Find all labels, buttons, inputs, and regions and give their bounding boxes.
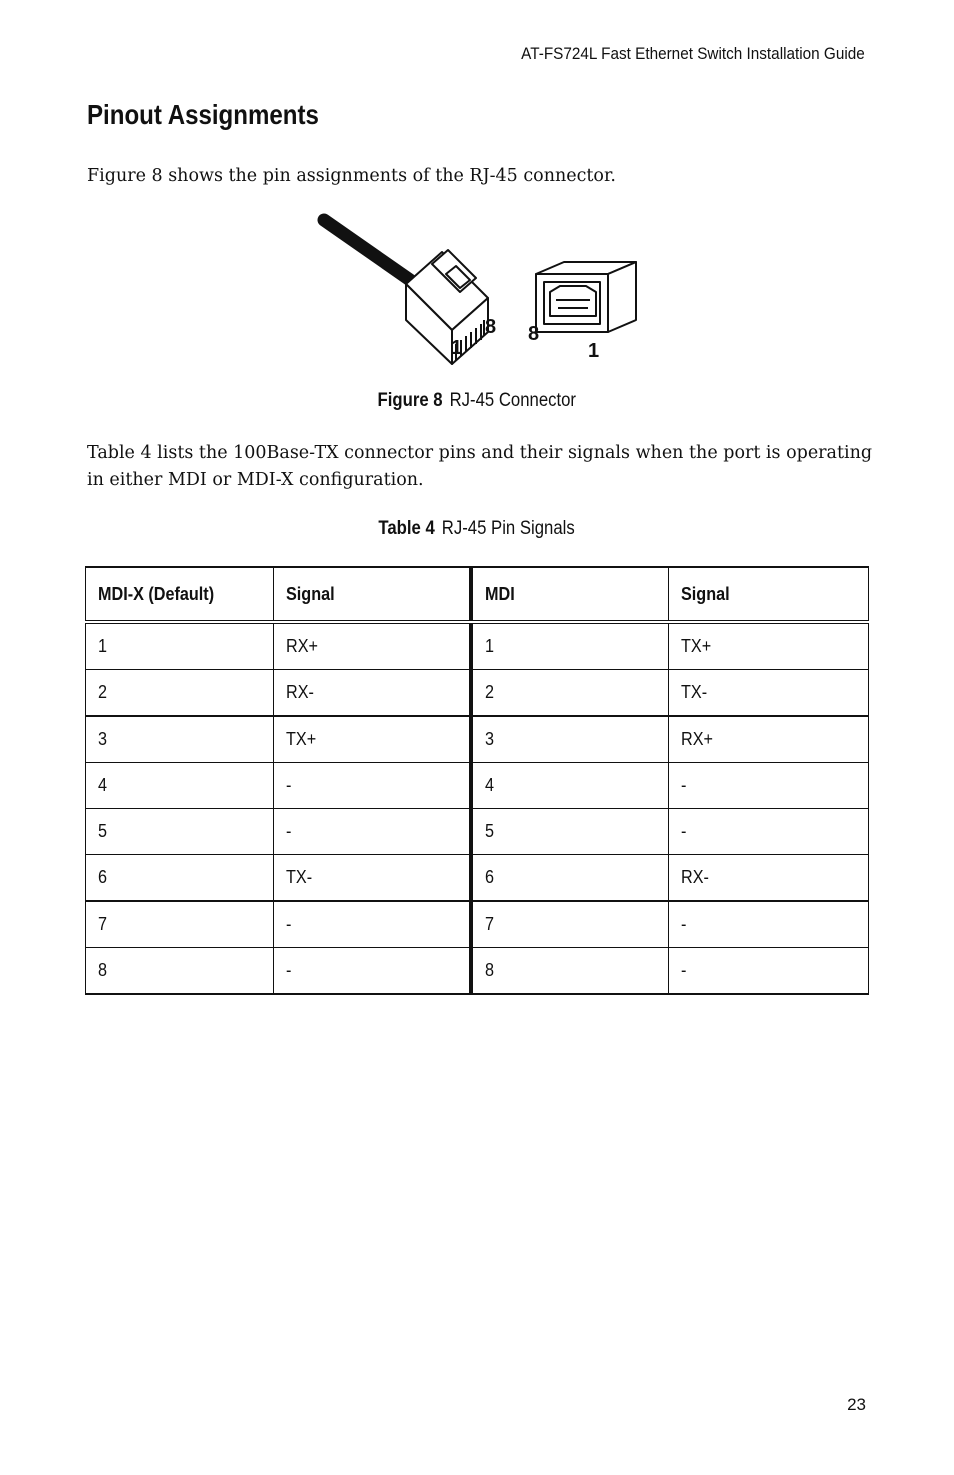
mdix-signal: - <box>273 901 471 948</box>
figure-caption-text: RJ-45 Connector <box>449 390 577 411</box>
figure-caption <box>0 390 954 412</box>
mdix-pin: 8 <box>86 948 274 995</box>
table-row <box>86 763 869 809</box>
table-row <box>86 622 869 670</box>
header-signal-mdix: Signal <box>273 567 471 622</box>
table-row <box>86 716 869 763</box>
table-row <box>86 670 869 717</box>
mdix-pin: 4 <box>86 763 274 809</box>
mdi-signal: RX- <box>669 855 869 902</box>
mdix-signal: RX- <box>273 670 471 717</box>
mdi-signal: - <box>669 763 869 809</box>
mdix-pin: 2 <box>86 670 274 717</box>
mdix-signal: TX+ <box>273 716 471 763</box>
mdix-signal: - <box>273 809 471 855</box>
mdi-signal: TX- <box>669 670 869 717</box>
mdi-signal: - <box>669 948 869 995</box>
table-row <box>86 855 869 902</box>
mdi-pin: 8 <box>471 948 669 995</box>
mdi-pin: 3 <box>471 716 669 763</box>
table-caption-text: RJ-45 Pin Signals <box>442 518 576 539</box>
table-row <box>86 809 869 855</box>
plug-pin-label-8: 8 <box>485 316 497 338</box>
table-row <box>86 901 869 948</box>
mdi-signal: RX+ <box>669 716 869 763</box>
intro-paragraph: Figure 8 shows the pin assignments of the RJ-45 connector. <box>87 166 616 186</box>
mdi-pin: 5 <box>471 809 669 855</box>
cable <box>324 220 410 280</box>
rj45-jack <box>536 262 636 332</box>
header-mdi: MDI <box>471 567 669 622</box>
mdi-signal: - <box>669 901 869 948</box>
mdix-signal: RX+ <box>273 622 471 670</box>
mdix-pin: 1 <box>86 622 274 670</box>
section-title: Pinout Assignments <box>87 99 319 130</box>
table-label: Table 4 <box>378 518 436 539</box>
header-signal-mdi: Signal <box>669 567 869 622</box>
table-caption <box>0 518 954 540</box>
mdi-pin: 7 <box>471 901 669 948</box>
table-header-row <box>86 567 869 622</box>
mdi-signal: TX+ <box>669 622 869 670</box>
header-mdix: MDI-X (Default) <box>86 567 274 622</box>
page-number: 23 <box>847 1395 866 1414</box>
mdix-signal: - <box>273 948 471 995</box>
mdix-signal: TX- <box>273 855 471 902</box>
table-intro-paragraph: Table 4 lists the 100Base-TX connector pins and their signals when the port is operating in either MDI or MDI-X configuration. <box>87 443 873 490</box>
mdi-signal: - <box>669 809 869 855</box>
mdi-pin: 1 <box>471 622 669 670</box>
mdix-pin: 3 <box>86 716 274 763</box>
jack-pin-label-8: 8 <box>528 323 540 345</box>
mdi-pin: 6 <box>471 855 669 902</box>
jack-pin-label-1: 1 <box>588 340 600 362</box>
rj45-plug <box>406 250 488 364</box>
mdi-pin: 2 <box>471 670 669 717</box>
mdix-pin: 6 <box>86 855 274 902</box>
running-header: AT-FS724L Fast Ethernet Switch Installation Guide <box>521 44 865 63</box>
mdix-signal: - <box>273 763 471 809</box>
rj45-connector-illustration <box>310 212 650 372</box>
mdi-pin: 4 <box>471 763 669 809</box>
mdix-pin: 5 <box>86 809 274 855</box>
figure-label: Figure 8 <box>377 390 443 411</box>
rj45-connector-figure <box>310 212 650 372</box>
pin-signals-table <box>85 566 869 995</box>
mdix-pin: 7 <box>86 901 274 948</box>
table-row <box>86 948 869 995</box>
plug-pin-label-1: 1 <box>451 337 463 359</box>
